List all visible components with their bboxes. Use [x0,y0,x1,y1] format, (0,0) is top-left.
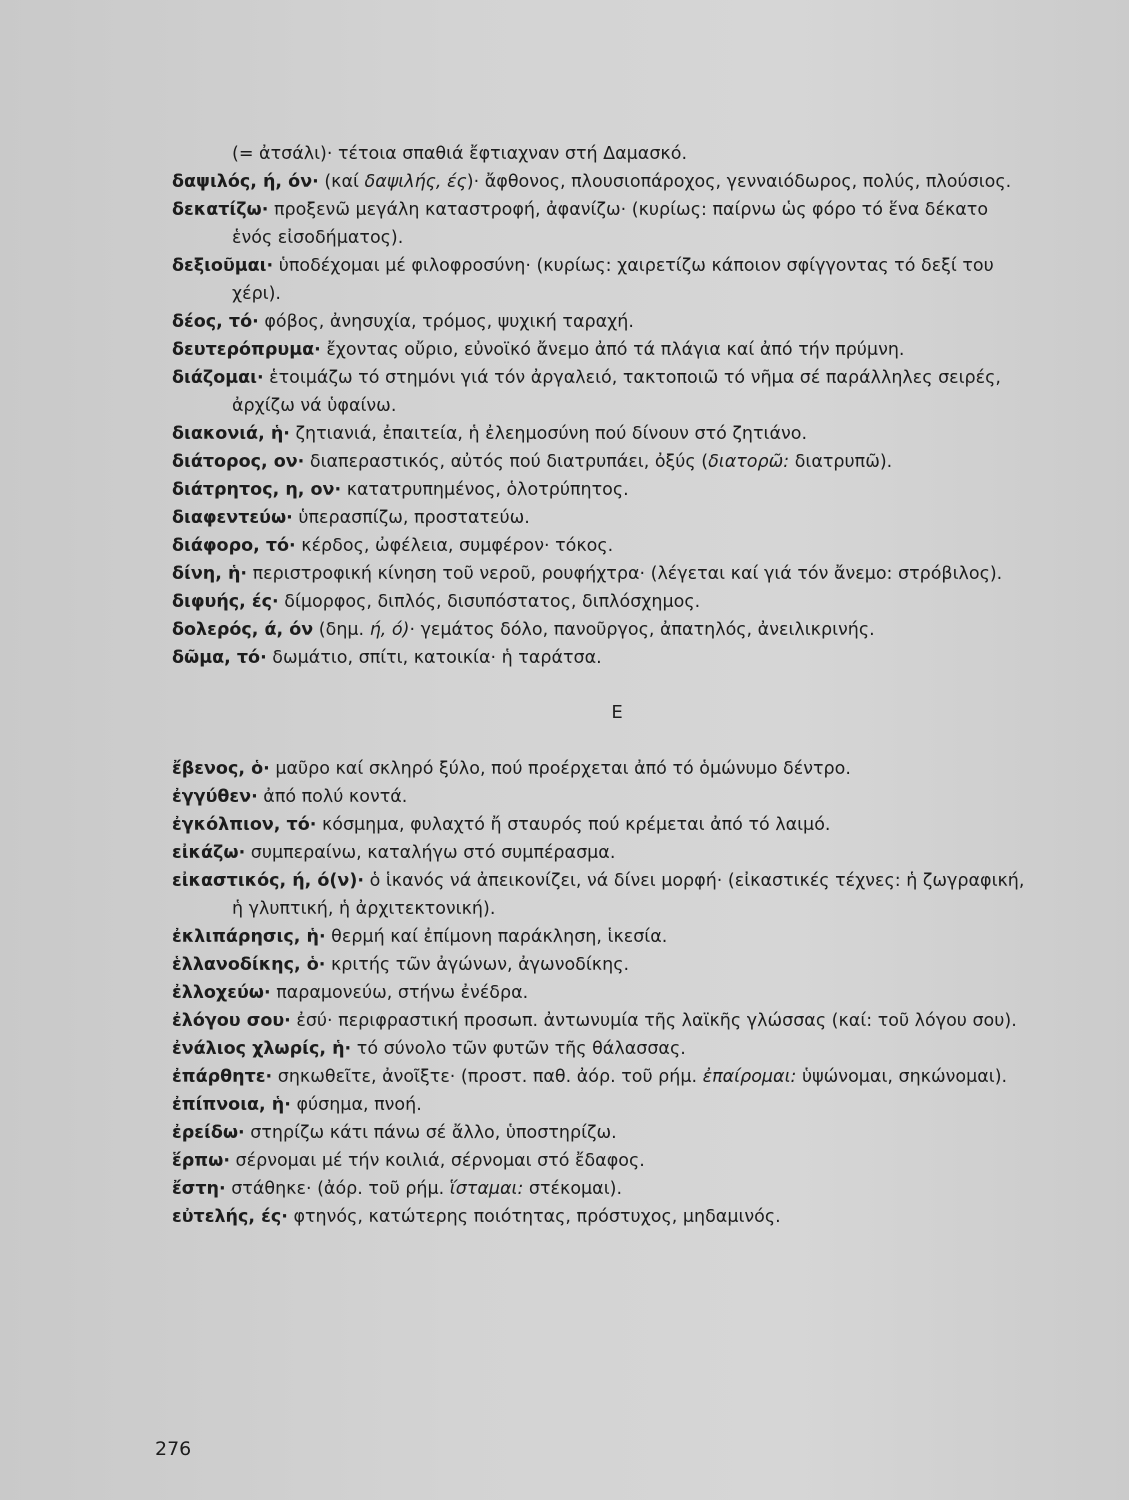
entry-headword: εἰκάζω· [172,843,246,863]
glossary-entry [172,1147,1032,1175]
entry-definition: ἀπό πολύ κοντά. [257,787,408,807]
glossary-entry [172,1035,1032,1063]
entry-headword: ἐλόγου σου· [172,1011,291,1031]
entry-headword: δῶμα, τό· [172,648,267,668]
glossary-entry [172,1091,1032,1119]
glossary-entry [172,1119,1032,1147]
entry-headword: ἑλλανοδίκης, ὁ· [172,955,326,975]
glossary-entry [172,1063,1032,1091]
entry-definition: ἐσύ· περιφραστική προσωπ. ἀντωνυμία τῆς λαϊκῆς γλώσσας (καί: τοῦ λόγου σου). [290,1011,1017,1031]
entry-definition: )· ἄφθονος, πλουσιοπάροχος, γενναιόδωρος, πολύς, πλούσιος. [466,172,1012,192]
entry-italic-term: ἵσταμαι: [449,1179,524,1199]
entry-definition: ζητιανιά, ἐπαιτεία, ἡ ἐλεημοσύνη πού δίνουν στό ζητιάνο. [289,424,808,444]
entry-italic-term: ή, ό) [369,620,410,640]
glossary-entry [172,308,1032,336]
entry-definition: κόσμημα, φυλαχτό ἤ σταυρός πού κρέμεται ἀπό τό λαιμό. [316,815,831,835]
glossary-entry [172,867,1032,923]
entry-definition: ὁ ἱκανός νά ἀπεικονίζει, νά δίνει μορφή· (εἰκαστικές τέχνες: ἡ ζωγραφική, ἡ γλυπτική, ἡ ἀρχιτεκτονική). [232,871,1025,919]
glossary-entry [172,560,1032,588]
entry-definition: ἔχοντας οὔριο, εὐνοϊκό ἄνεμο ἀπό τά πλάγια καί ἀπό τήν πρύμνη. [320,340,905,360]
entry-italic-term: δαψιλής, ές [364,172,467,192]
entry-headword: διάτρητος, η, ον· [172,480,342,500]
glossary-entry [172,140,1032,168]
entry-definition-prefix: σηκωθεῖτε, ἀνοῖξτε· (προστ. παθ. ἀόρ. τοῦ ρήμ. [272,1067,703,1087]
entry-headword: ἐκλιπάρησις, ἡ· [172,927,326,947]
entry-headword: δευτερόπρυμα· [172,340,321,360]
entry-definition: θερμή καί ἐπίμονη παράκληση, ἱκεσία. [325,927,668,947]
entry-headword: ἕρπω· [172,1151,230,1171]
entry-definition-prefix: διαπεραστικός, αὐτός πού διατρυπάει, ὀξύς ( [304,452,709,472]
entry-definition: (= ἀτσάλι)· τέτοια σπαθιά ἔφτιαχναν στή Δαμασκό. [232,144,688,164]
entry-headword: δέος, τό· [172,312,259,332]
glossary-entry [172,1203,1032,1231]
glossary-entry [172,755,1032,783]
entry-definition: προξενῶ μεγάλη καταστροφή, ἀφανίζω· (κυρίως: παίρνω ὡς φόρο τό ἕνα δέκατο ἑνός εἰσοδήματος). [232,200,989,248]
glossary-entry [172,811,1032,839]
glossary-entry [172,1007,1032,1035]
glossary-entry [172,336,1032,364]
glossary-entry [172,979,1032,1007]
glossary-entry [172,168,1032,196]
entry-headword: ἐπάρθητε· [172,1067,273,1087]
entry-headword: διάτορος, ον· [172,452,305,472]
entry-definition-prefix: (δημ. [313,620,370,640]
glossary-entry [172,616,1032,644]
entry-definition: κέρδος, ὠφέλεια, συμφέρον· τόκος. [295,536,614,556]
entry-definition: μαῦρο καί σκληρό ξύλο, πού προέρχεται ἀπό τό ὁμώνυμο δέντρο. [269,759,851,779]
entry-headword: δεξιοῦμαι· [172,256,274,276]
entry-headword: διάφορο, τό· [172,536,296,556]
entry-definition: δωμάτιο, σπίτι, κατοικία· ἡ ταράτσα. [266,648,602,668]
entry-definition-prefix: στάθηκε· (ἀόρ. τοῦ ρήμ. [225,1179,450,1199]
glossary-entry [172,420,1032,448]
letter-heading: Ε [611,702,623,723]
entry-headword: δολερός, ά, όν [172,620,314,640]
entry-definition: περιστροφική κίνηση τοῦ νεροῦ, ρουφήχτρα· (λέγεται καί γιά τόν ἄνεμο: στρόβιλος). [247,564,1003,584]
glossary-entry [172,448,1032,476]
glossary-entry [172,476,1032,504]
entry-headword: ἔβενος, ὁ· [172,759,270,779]
entry-headword: ἐλλοχεύω· [172,983,271,1003]
entry-definition: ὑποδέχομαι μέ φιλοφροσύνη· (κυρίως: χαιρετίζω κάποιον σφίγγοντας τό δεξί του χέρι). [232,256,994,304]
entry-headword: ἔστη· [172,1179,226,1199]
glossary-entry [172,839,1032,867]
glossary-entry [172,588,1032,616]
entry-headword: ἐγκόλπιον, τό· [172,815,317,835]
entry-definition: στηρίζω κάτι πάνω σέ ἄλλο, ὑποστηρίζω. [244,1123,617,1143]
entry-definition: ὑψώνομαι, σηκώνομαι). [796,1067,1008,1087]
glossary-list-epsilon [172,755,1032,1231]
entry-headword: διφυής, ές· [172,592,279,612]
entry-headword: δίνη, ἡ· [172,564,248,584]
entry-headword: εἰκαστικός, ή, ό(ν)· [172,871,364,891]
entry-headword: εὐτελής, ές· [172,1207,288,1227]
entry-headword: διαφεντεύω· [172,508,293,528]
page-number: 276 [155,1438,192,1460]
entry-definition: διατρυπῶ). [789,452,893,472]
entry-definition: σέρνομαι μέ τήν κοιλιά, σέρνομαι στό ἔδαφος. [229,1151,645,1171]
entry-headword: δεκατίζω· [172,200,269,220]
entry-definition: · γεμάτος δόλο, πανοῦργος, ἀπατηλός, ἀνειλικρινής. [409,620,875,640]
entry-headword: ἐγγύθεν· [172,787,258,807]
entry-definition: παραμονεύω, στήνω ἐνέδρα. [270,983,529,1003]
glossary-entry [172,644,1032,672]
entry-headword: διακονιά, ἡ· [172,424,290,444]
glossary-entry [172,923,1032,951]
entry-definition: ὑπερασπίζω, προστατεύω. [292,508,530,528]
glossary-entry [172,504,1032,532]
glossary-entry [172,783,1032,811]
entry-definition: κατατρυπημένος, ὁλοτρύπητος. [341,480,629,500]
entry-definition: ἑτοιμάζω τό στημόνι γιά τόν ἀργαλειό, τακτοποιῶ τό νῆμα σέ παράλληλες σειρές, ἀρχίζω νά ὑφαίνω. [232,368,1001,416]
glossary-entry [172,196,1032,252]
glossary-content [172,140,1032,1231]
entry-italic-term: διατορῶ: [708,452,790,472]
entry-headword: διάζομαι· [172,368,264,388]
entry-definition: κριτής τῶν ἀγώνων, ἀγωνοδίκης. [325,955,630,975]
entry-definition: συμπεραίνω, καταλήγω στό συμπέρασμα. [245,843,616,863]
glossary-entry [172,364,1032,420]
entry-definition: φτηνός, κατώτερης ποιότητας, πρόστυχος, μηδαμινός. [287,1207,781,1227]
glossary-entry [172,532,1032,560]
entry-headword: ἐρείδω· [172,1123,245,1143]
glossary-entry [172,1175,1032,1203]
entry-definition: δίμορφος, διπλός, δισυπόστατος, διπλόσχημος. [278,592,701,612]
glossary-list-delta [172,140,1032,672]
entry-definition: τό σύνολο τῶν φυτῶν τῆς θάλασσας. [351,1039,686,1059]
entry-definition-prefix: (καί [318,172,365,192]
entry-definition: φόβος, ἀνησυχία, τρόμος, ψυχική ταραχή. [258,312,634,332]
entry-definition: φύσημα, πνοή. [290,1095,422,1115]
entry-definition: στέκομαι). [523,1179,623,1199]
entry-headword: δαψιλός, ή, όν· [172,172,319,192]
entry-italic-term: ἐπαίρομαι: [702,1067,797,1087]
glossary-entry [172,951,1032,979]
entry-headword: ἐπίπνοια, ἡ· [172,1095,291,1115]
glossary-entry [172,252,1032,308]
entry-headword: ἐνάλιος χλωρίς, ἡ· [172,1039,352,1059]
